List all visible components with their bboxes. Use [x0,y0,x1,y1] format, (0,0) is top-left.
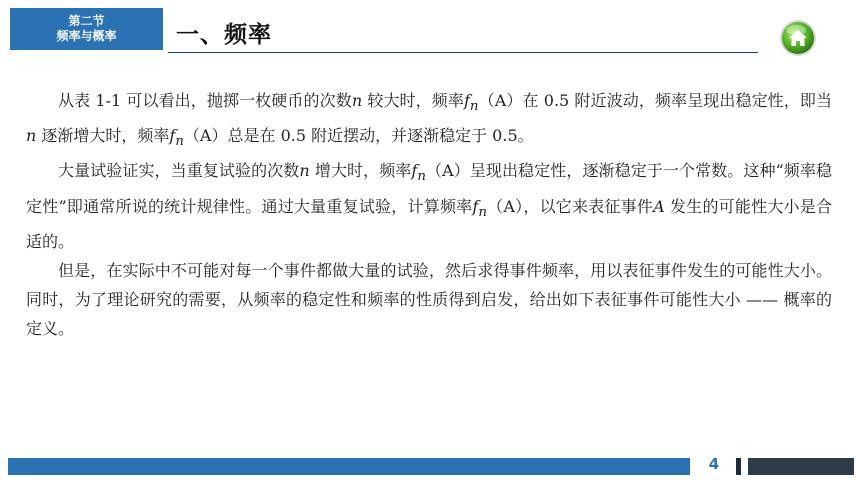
home-icon [778,18,818,58]
section-badge [10,8,163,50]
title-divider [168,52,758,53]
footer-separator [736,458,741,475]
footer-block [748,458,854,475]
section-number: 第二节 [68,14,105,28]
slide-title: 一、频率 [176,22,272,48]
paragraph-1: 从表 1-1 可以看出，抛掷一枚硬币的次数n 较大时，频率$f_n(A)$在 0.5 附近波动，频率呈现出稳定性，即当n 逐渐增大时，频率$f_n(A)$总是在 0.5 附近摆动，并逐渐稳定于 0.5。 [26,91,832,150]
slide-content [26,86,832,343]
section-name: 频率与概率 [56,29,117,43]
home-button[interactable] [778,18,818,58]
footer-bar [8,458,690,475]
page-number: 4 [708,455,720,473]
paragraph-3: 但是，在实际中不可能对每一个事件都做大量的试验，然后求得事件频率，用以表征事件发生的可能性大小。同时，为了理论研究的需要，从频率的稳定性和频率的性质得到启发，给出如下表征事件可能性大小 —— 概率的定义。 [26,260,832,338]
paragraph-2: 大量试验证实，当重复试验的次数n 增大时，频率$f_n(A)$呈现出稳定性，逐渐稳定于一个常数。这种“频率稳定性”即通常所说的统计规律性。通过大量重复试验，计算频率$f_n(A)$，以它来表征事件A 发生的可能性大小是合适的。 [26,161,832,251]
